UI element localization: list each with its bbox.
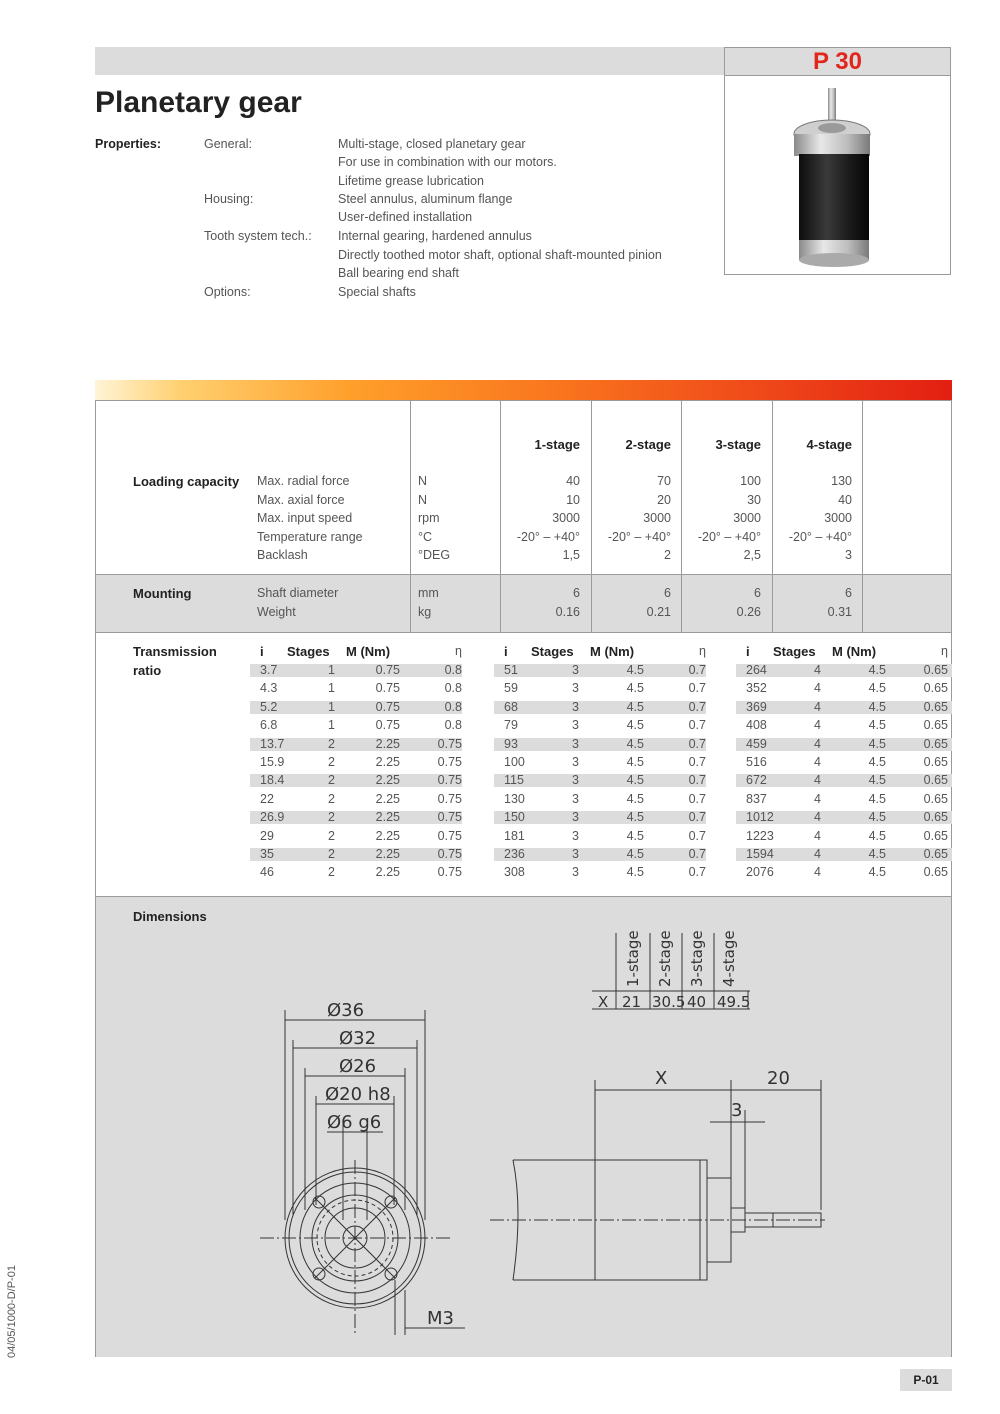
dimensions-label: Dimensions bbox=[133, 909, 207, 924]
document-code: 04/05/1000-D/P-01 bbox=[6, 1265, 18, 1358]
trans-cell-eta: 0.75 bbox=[437, 865, 462, 880]
property-group-label: General: bbox=[204, 137, 252, 151]
trans-cell-stages: 2 bbox=[328, 736, 335, 751]
trans-cell-stages: 3 bbox=[572, 755, 579, 769]
trans-cell-torque: 4.5 bbox=[626, 810, 644, 825]
dim-diameter: Ø6 g6 bbox=[327, 1112, 382, 1133]
x-stage-label: 1-stage bbox=[624, 930, 642, 987]
trans-cell-stages: 4 bbox=[814, 865, 821, 880]
trans-cell-i: 115 bbox=[504, 773, 524, 788]
product-photo bbox=[785, 88, 895, 268]
trans-cell-stages: 2 bbox=[328, 791, 335, 806]
trans-cell-torque: 4.5 bbox=[626, 865, 644, 880]
trans-cell-torque: 2.25 bbox=[375, 865, 400, 880]
trans-cell-eta: 0.7 bbox=[688, 847, 706, 861]
trans-cell-i: 6.8 bbox=[260, 718, 278, 733]
property-line: Special shafts bbox=[338, 285, 416, 299]
trans-cell-eta: 0.65 bbox=[923, 791, 948, 806]
trans-cell-i: 150 bbox=[504, 810, 525, 825]
transmission-label: ratio bbox=[133, 663, 162, 678]
x-stage-label: 3-stage bbox=[688, 930, 706, 987]
trans-header-torque: M (Nm) bbox=[346, 644, 391, 659]
trans-cell-torque: 4.5 bbox=[626, 718, 644, 733]
x-dimension-table bbox=[590, 925, 760, 1017]
trans-cell-stages: 4 bbox=[814, 773, 821, 788]
trans-cell-torque: 4.5 bbox=[868, 736, 886, 751]
property-group-label: Tooth system tech.: bbox=[204, 229, 312, 243]
x-row-label: X bbox=[598, 993, 609, 1011]
x-stage-label: 4-stage bbox=[720, 930, 738, 987]
trans-cell-i: 308 bbox=[504, 865, 525, 880]
dim-x: X bbox=[655, 1068, 668, 1089]
trans-cell-torque: 4.5 bbox=[868, 681, 886, 696]
trans-cell-eta: 0.8 bbox=[444, 681, 462, 696]
spec-value: -20° – +40° bbox=[516, 529, 580, 544]
trans-cell-torque: 4.5 bbox=[868, 773, 886, 788]
property-line: For use in combination with our motors. bbox=[338, 155, 557, 169]
trans-cell-eta: 0.7 bbox=[688, 718, 706, 733]
trans-header-eta: η bbox=[455, 644, 462, 658]
mounting-band bbox=[96, 575, 951, 632]
trans-cell-i: 408 bbox=[746, 718, 767, 733]
trans-header-stages: Stages bbox=[773, 644, 816, 659]
trans-cell-i: 352 bbox=[746, 681, 767, 696]
trans-cell-torque: 4.5 bbox=[626, 699, 644, 714]
trans-cell-torque: 2.25 bbox=[375, 773, 400, 788]
trans-cell-eta: 0.65 bbox=[923, 681, 948, 696]
trans-cell-eta: 0.75 bbox=[437, 847, 462, 861]
trans-cell-eta: 0.75 bbox=[437, 810, 462, 825]
trans-cell-i: 369 bbox=[746, 699, 767, 714]
trans-cell-eta: 0.65 bbox=[923, 736, 948, 751]
trans-cell-eta: 0.65 bbox=[923, 865, 948, 880]
trans-cell-i: 35 bbox=[260, 847, 274, 861]
property-line: Directly toothed motor shaft, optional shaft-mounted pinion bbox=[338, 248, 662, 262]
trans-cell-i: 26.9 bbox=[260, 810, 285, 825]
spec-row-unit: kg bbox=[418, 604, 432, 619]
trans-cell-torque: 0.75 bbox=[375, 699, 400, 714]
page-number: P-01 bbox=[900, 1369, 952, 1391]
trans-cell-eta: 0.7 bbox=[688, 791, 706, 806]
trans-cell-stages: 3 bbox=[572, 773, 579, 788]
trans-cell-i: 68 bbox=[504, 699, 518, 714]
trans-cell-eta: 0.7 bbox=[688, 865, 706, 880]
product-code: P 30 bbox=[725, 48, 950, 76]
trans-cell-stages: 3 bbox=[572, 736, 579, 751]
trans-cell-torque: 4.5 bbox=[868, 755, 886, 769]
trans-cell-stages: 2 bbox=[328, 773, 335, 788]
spec-value: 30 bbox=[747, 492, 761, 507]
spec-value: 100 bbox=[740, 474, 761, 488]
trans-cell-eta: 0.65 bbox=[923, 810, 948, 825]
trans-cell-eta: 0.65 bbox=[923, 847, 948, 861]
trans-cell-torque: 0.75 bbox=[375, 663, 400, 677]
trans-cell-torque: 4.5 bbox=[868, 791, 886, 806]
trans-cell-i: 5.2 bbox=[260, 699, 278, 714]
property-group-label: Options: bbox=[204, 285, 251, 299]
trans-cell-stages: 3 bbox=[572, 663, 579, 677]
trans-cell-torque: 0.75 bbox=[375, 718, 400, 733]
spec-row-unit: rpm bbox=[418, 511, 440, 526]
trans-cell-torque: 4.5 bbox=[868, 699, 886, 714]
trans-cell-torque: 4.5 bbox=[626, 791, 644, 806]
spec-value: 6 bbox=[664, 586, 671, 600]
product-box bbox=[724, 47, 951, 275]
trans-cell-eta: 0.8 bbox=[444, 718, 462, 733]
trans-cell-stages: 3 bbox=[572, 681, 579, 696]
trans-cell-i: 18.4 bbox=[260, 773, 285, 788]
mounting-label: Mounting bbox=[133, 586, 192, 601]
spec-value: 130 bbox=[831, 474, 852, 488]
trans-cell-torque: 4.5 bbox=[626, 755, 644, 769]
trans-cell-torque: 2.25 bbox=[375, 847, 400, 861]
spec-value: 70 bbox=[657, 474, 671, 488]
row-divider bbox=[96, 574, 951, 575]
transmission-label: Transmission bbox=[133, 644, 217, 659]
dim-shaft-length: 20 bbox=[767, 1068, 790, 1089]
spec-row-name: Max. axial force bbox=[257, 492, 345, 507]
trans-cell-eta: 0.7 bbox=[688, 810, 706, 825]
spec-value: 1,5 bbox=[562, 548, 580, 563]
property-group-label: Housing: bbox=[204, 192, 254, 206]
spec-row-unit: °C bbox=[418, 529, 433, 544]
trans-cell-i: 1223 bbox=[746, 828, 774, 843]
trans-cell-torque: 4.5 bbox=[626, 773, 644, 788]
dim-diameter: Ø20 h8 bbox=[325, 1084, 391, 1105]
trans-cell-stages: 4 bbox=[814, 663, 821, 677]
x-value: 21 bbox=[622, 993, 642, 1011]
spec-value: 10 bbox=[566, 492, 580, 507]
trans-cell-i: 22 bbox=[260, 791, 274, 806]
spec-value: 0.21 bbox=[646, 604, 671, 619]
property-line: Internal gearing, hardened annulus bbox=[338, 229, 532, 243]
trans-cell-i: 3.7 bbox=[260, 663, 278, 677]
trans-cell-i: 130 bbox=[504, 791, 525, 806]
trans-cell-stages: 2 bbox=[328, 828, 335, 843]
trans-cell-stages: 1 bbox=[328, 663, 335, 677]
spec-row-name: Temperature range bbox=[257, 529, 363, 544]
trans-cell-stages: 4 bbox=[814, 699, 821, 714]
spec-value: 0.26 bbox=[736, 604, 761, 619]
trans-cell-torque: 2.25 bbox=[375, 828, 400, 843]
row-divider bbox=[96, 632, 951, 633]
spec-value: -20° – +40° bbox=[697, 529, 761, 544]
trans-header-i: i bbox=[746, 644, 750, 659]
spec-row-name: Max. radial force bbox=[257, 474, 350, 488]
trans-cell-stages: 3 bbox=[572, 791, 579, 806]
row-divider bbox=[96, 896, 951, 897]
dim-thread: M3 bbox=[427, 1308, 454, 1329]
trans-cell-i: 29 bbox=[260, 828, 274, 843]
column-divider bbox=[410, 401, 411, 632]
trans-header-eta: η bbox=[941, 644, 948, 658]
trans-cell-stages: 4 bbox=[814, 681, 821, 696]
spec-value: 0.16 bbox=[555, 604, 580, 619]
spec-value: 2,5 bbox=[743, 548, 761, 563]
property-line: Lifetime grease lubrication bbox=[338, 174, 484, 188]
trans-cell-torque: 2.25 bbox=[375, 810, 400, 825]
trans-cell-stages: 1 bbox=[328, 718, 335, 733]
trans-cell-i: 516 bbox=[746, 755, 767, 769]
spec-value: 3000 bbox=[733, 511, 761, 526]
trans-cell-eta: 0.8 bbox=[444, 699, 462, 714]
trans-cell-i: 837 bbox=[746, 791, 767, 806]
dim-diameter: Ø26 bbox=[339, 1056, 377, 1077]
trans-cell-stages: 3 bbox=[572, 865, 579, 880]
spec-value: -20° – +40° bbox=[788, 529, 852, 544]
trans-cell-eta: 0.65 bbox=[923, 755, 948, 769]
spec-value: 3000 bbox=[552, 511, 580, 526]
spec-row-unit: mm bbox=[418, 586, 439, 600]
trans-cell-torque: 2.25 bbox=[375, 755, 400, 769]
trans-cell-i: 1012 bbox=[746, 810, 774, 825]
trans-cell-stages: 2 bbox=[328, 755, 335, 769]
spec-row-unit: N bbox=[418, 474, 428, 488]
trans-cell-stages: 4 bbox=[814, 755, 821, 769]
trans-cell-eta: 0.65 bbox=[923, 828, 948, 843]
loading-capacity-label: Loading capacity bbox=[133, 474, 240, 489]
dim-diameter: Ø32 bbox=[339, 1028, 377, 1049]
spec-row-unit: °DEG bbox=[418, 548, 451, 563]
trans-cell-torque: 4.5 bbox=[868, 663, 886, 677]
trans-cell-i: 459 bbox=[746, 736, 767, 751]
trans-cell-i: 79 bbox=[504, 718, 518, 733]
trans-cell-stages: 4 bbox=[814, 828, 821, 843]
spec-value: 40 bbox=[838, 492, 852, 507]
spec-row-unit: N bbox=[418, 492, 428, 507]
x-value: 49.5 bbox=[717, 993, 751, 1011]
trans-cell-stages: 2 bbox=[328, 865, 335, 880]
trans-cell-torque: 4.5 bbox=[626, 663, 644, 677]
stage-header: 2-stage bbox=[625, 437, 671, 452]
trans-cell-stages: 3 bbox=[572, 718, 579, 733]
trans-cell-stages: 3 bbox=[572, 847, 579, 861]
trans-header-i: i bbox=[504, 644, 508, 659]
properties-label: Properties: bbox=[95, 137, 161, 151]
trans-cell-eta: 0.7 bbox=[688, 773, 706, 788]
trans-cell-torque: 4.5 bbox=[868, 828, 886, 843]
trans-cell-i: 93 bbox=[504, 736, 518, 751]
trans-cell-eta: 0.65 bbox=[923, 663, 948, 677]
trans-cell-i: 46 bbox=[260, 865, 274, 880]
spec-value: 3 bbox=[845, 548, 852, 563]
trans-cell-eta: 0.7 bbox=[688, 681, 706, 696]
trans-cell-stages: 1 bbox=[328, 699, 335, 714]
trans-header-i: i bbox=[260, 644, 264, 659]
trans-cell-torque: 4.5 bbox=[868, 718, 886, 733]
trans-header-torque: M (Nm) bbox=[832, 644, 877, 659]
stage-header: 4-stage bbox=[806, 437, 852, 452]
trans-cell-torque: 4.5 bbox=[868, 810, 886, 825]
trans-cell-stages: 4 bbox=[814, 810, 821, 825]
trans-cell-torque: 0.75 bbox=[375, 681, 400, 696]
trans-cell-eta: 0.8 bbox=[444, 663, 462, 677]
trans-cell-eta: 0.75 bbox=[437, 791, 462, 806]
trans-cell-i: 51 bbox=[504, 663, 518, 677]
header-bar bbox=[95, 47, 725, 75]
trans-cell-stages: 4 bbox=[814, 791, 821, 806]
trans-cell-i: 13.7 bbox=[260, 736, 285, 751]
property-line: User-defined installation bbox=[338, 210, 473, 224]
trans-header-stages: Stages bbox=[531, 644, 574, 659]
trans-cell-torque: 2.25 bbox=[375, 736, 400, 751]
property-line: Ball bearing end shaft bbox=[338, 266, 459, 280]
trans-cell-i: 181 bbox=[504, 828, 525, 843]
trans-cell-stages: 2 bbox=[328, 847, 335, 861]
trans-cell-i: 59 bbox=[504, 681, 518, 696]
trans-cell-stages: 3 bbox=[572, 810, 579, 825]
trans-cell-i: 100 bbox=[504, 755, 525, 769]
trans-cell-i: 264 bbox=[746, 663, 767, 677]
color-gradient-bar bbox=[95, 380, 952, 400]
trans-cell-i: 4.3 bbox=[260, 681, 278, 696]
dim-diameter: Ø36 bbox=[327, 1000, 365, 1021]
spec-value: 6 bbox=[754, 586, 761, 600]
spec-value: 2 bbox=[664, 548, 671, 563]
trans-cell-eta: 0.7 bbox=[688, 663, 706, 677]
spec-value: 20 bbox=[657, 492, 671, 507]
trans-cell-i: 2076 bbox=[746, 865, 774, 880]
spec-value: 6 bbox=[573, 586, 580, 600]
spec-value: 3000 bbox=[643, 511, 671, 526]
spec-row-name: Max. input speed bbox=[257, 511, 353, 526]
trans-cell-i: 672 bbox=[746, 773, 767, 788]
stage-header: 3-stage bbox=[715, 437, 761, 452]
property-line: Multi-stage, closed planetary gear bbox=[338, 137, 526, 151]
page-title: Planetary gear bbox=[95, 86, 302, 119]
trans-cell-eta: 0.7 bbox=[688, 736, 706, 751]
column-divider bbox=[862, 401, 863, 632]
trans-cell-stages: 2 bbox=[328, 810, 335, 825]
trans-cell-eta: 0.7 bbox=[688, 828, 706, 843]
trans-cell-stages: 4 bbox=[814, 847, 821, 861]
trans-cell-torque: 4.5 bbox=[626, 736, 644, 751]
spec-value: 3000 bbox=[824, 511, 852, 526]
trans-cell-torque: 4.5 bbox=[868, 847, 886, 861]
spec-value: 0.31 bbox=[827, 604, 852, 619]
trans-cell-stages: 4 bbox=[814, 718, 821, 733]
trans-cell-eta: 0.75 bbox=[437, 828, 462, 843]
trans-cell-torque: 4.5 bbox=[626, 681, 644, 696]
trans-cell-stages: 1 bbox=[328, 681, 335, 696]
stage-header: 1-stage bbox=[534, 437, 580, 452]
side-view-drawing bbox=[485, 1060, 830, 1315]
trans-cell-stages: 3 bbox=[572, 828, 579, 843]
trans-header-stages: Stages bbox=[287, 644, 330, 659]
spec-row-name: Shaft diameter bbox=[257, 586, 339, 600]
spec-row-name: Weight bbox=[257, 604, 296, 619]
trans-cell-stages: 3 bbox=[572, 699, 579, 714]
property-line: Steel annulus, aluminum flange bbox=[338, 192, 513, 206]
trans-cell-torque: 4.5 bbox=[868, 865, 886, 880]
trans-cell-stages: 4 bbox=[814, 736, 821, 751]
trans-cell-eta: 0.75 bbox=[437, 755, 462, 769]
trans-cell-torque: 2.25 bbox=[375, 791, 400, 806]
spec-row-name: Backlash bbox=[257, 548, 308, 563]
x-stage-label: 2-stage bbox=[656, 930, 674, 987]
trans-cell-eta: 0.65 bbox=[923, 718, 948, 733]
trans-header-eta: η bbox=[699, 644, 706, 658]
trans-cell-eta: 0.75 bbox=[437, 736, 462, 751]
trans-cell-i: 15.9 bbox=[260, 755, 285, 769]
front-view-drawing bbox=[255, 990, 470, 1350]
spec-value: 40 bbox=[566, 474, 580, 488]
spec-value: -20° – +40° bbox=[607, 529, 671, 544]
trans-cell-i: 236 bbox=[504, 847, 525, 861]
trans-header-torque: M (Nm) bbox=[590, 644, 635, 659]
trans-cell-eta: 0.65 bbox=[923, 773, 948, 788]
spec-value: 6 bbox=[845, 586, 852, 600]
trans-cell-torque: 4.5 bbox=[626, 828, 644, 843]
trans-cell-eta: 0.7 bbox=[688, 755, 706, 769]
trans-cell-eta: 0.75 bbox=[437, 773, 462, 788]
trans-cell-i: 1594 bbox=[746, 847, 774, 861]
x-value: 30.5 bbox=[652, 993, 686, 1011]
dim-step: 3 bbox=[731, 1100, 743, 1121]
trans-cell-eta: 0.65 bbox=[923, 699, 948, 714]
x-value: 40 bbox=[687, 993, 707, 1011]
trans-cell-torque: 4.5 bbox=[626, 847, 644, 861]
trans-cell-eta: 0.7 bbox=[688, 699, 706, 714]
